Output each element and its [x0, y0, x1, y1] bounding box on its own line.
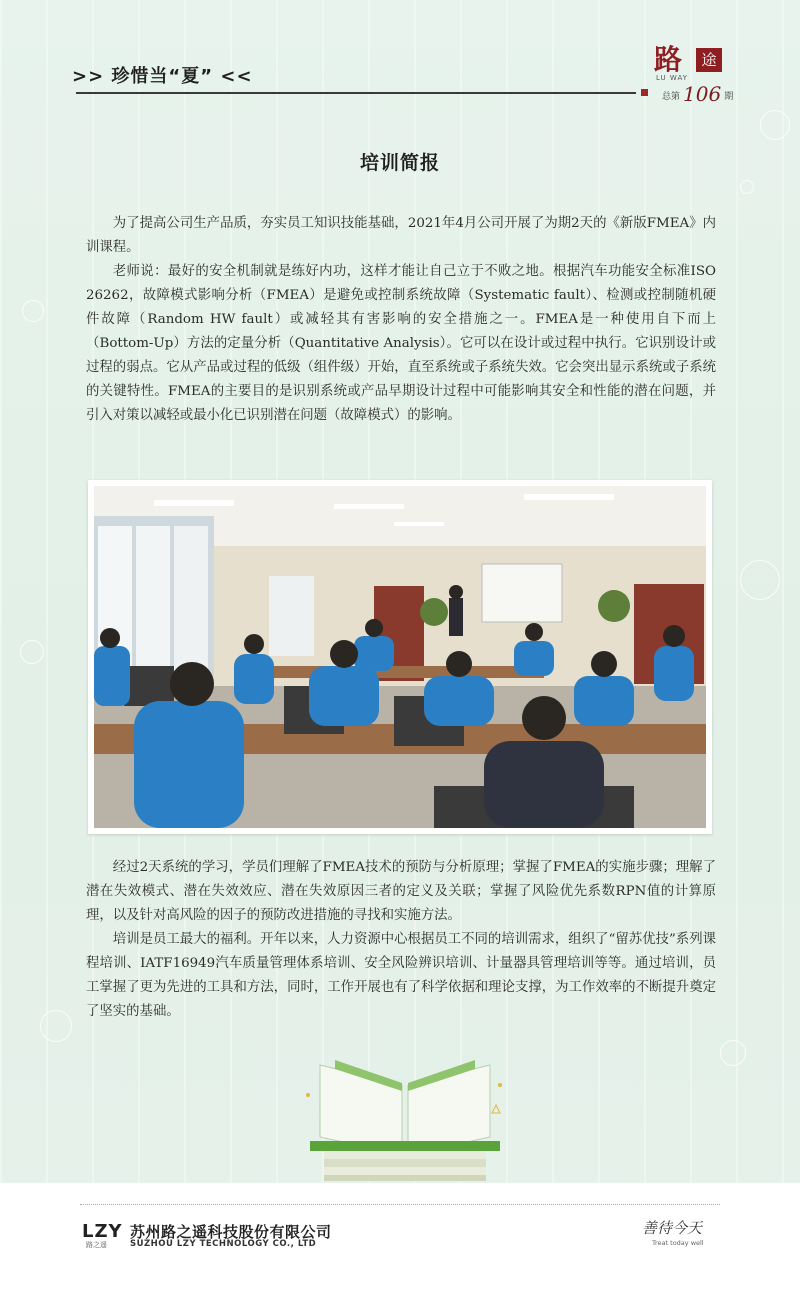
section-title: >> 珍惜当“夏” << [72, 66, 253, 87]
decorative-bubble [760, 110, 790, 140]
article-body-bottom [86, 856, 716, 1024]
company-logo: LZY [82, 1221, 123, 1242]
decorative-bubble [720, 1040, 746, 1066]
paragraph: 经过2天系统的学习，学员们理解了FMEA技术的预防与分析原理；掌握了FMEA的实施步骤；理解了潜在失效模式、潜在失效效应、潜在失效原因三者的定义及关联；掌握了风险优先系数RPN值的计算原理，以及针对高风险的因子的预防改进措施的寻找和实施方法。 [86, 860, 716, 923]
decorative-bubble [740, 180, 754, 194]
header-divider [76, 92, 636, 94]
decorative-bubble [740, 560, 780, 600]
open-book-illustration [300, 1055, 510, 1185]
company-logo-subtitle: 路之遥 [86, 1241, 107, 1249]
slogan-en: Treat today well [652, 1239, 704, 1247]
page-footer [0, 1183, 800, 1300]
logo-seal: 途 [696, 48, 722, 72]
issue-value: 106 [683, 82, 722, 106]
paragraph: 培训是员工最大的福利。开年以来，人力资源中心根据员工不同的培训需求，组织了“留苏优技”系列课程培训、IATF16949汽车质量管理体系培训、安全风险辨识培训、计量器具管理培训等等。通过培训，员工掌握了更为先进的工具和方法，同时，工作开展也有了科学依据和理论支撑，为工作效率的不断提升奠定了坚实的基础。 [86, 932, 716, 1019]
paragraph: 老师说：最好的安全机制就是练好内功，这样才能让自己立于不败之地。根据汽车功能安全标准ISO 26262，故障模式影响分析（FMEA）是避免或控制系统故障（Systematic fault）、检测或控制随机硬件故障（Random HW fault）或减轻其有害影响的安全措施之一。FMEA是一种使用自下而上（Bottom-Up）方法的定量分析（Quantitative Analysis）。它可以在设计或过程中执行。它识别设计或过程的弱点。它从产品或过程的低级（组件级）开始，直至系统或子系统失效。它会突出显示系统或子系统的关键特性。FMEA的主要目的是识别系统或产品早期设计过程中可能影响其安全和性能的潜在问题，并引入对策以减轻或最小化已识别潜在问题（故障模式）的影响。 [86, 264, 716, 423]
decorative-bubble [40, 1010, 72, 1042]
magazine-logo [652, 38, 762, 108]
issue-number [662, 82, 733, 106]
training-photo [88, 480, 712, 834]
issue-prefix: 总第 [662, 92, 681, 102]
book-icon [300, 1055, 510, 1185]
slogan: 善待今天 [642, 1219, 703, 1237]
paragraph: 为了提高公司生产品质，夯实员工知识技能基础，2021年4月公司开展了为期2天的《新版FMEA》内训课程。 [86, 216, 716, 255]
company-name-en: SUZHOU LZY TECHNOLOGY CO., LTD [130, 1239, 317, 1249]
decorative-bubble [20, 640, 44, 664]
article-title: 培训简报 [359, 152, 440, 174]
footer-divider [80, 1204, 720, 1205]
article-body-top [86, 212, 716, 428]
page-header [0, 0, 800, 110]
logo-mark: 路 [654, 43, 683, 76]
logo-subtitle: LU WAY [656, 74, 688, 82]
decorative-bubble [22, 300, 44, 322]
company-name-cn: 苏州路之遥科技股份有限公司 [130, 1223, 332, 1241]
issue-suffix: 期 [724, 92, 734, 102]
classroom-photo-illustration [94, 486, 706, 828]
